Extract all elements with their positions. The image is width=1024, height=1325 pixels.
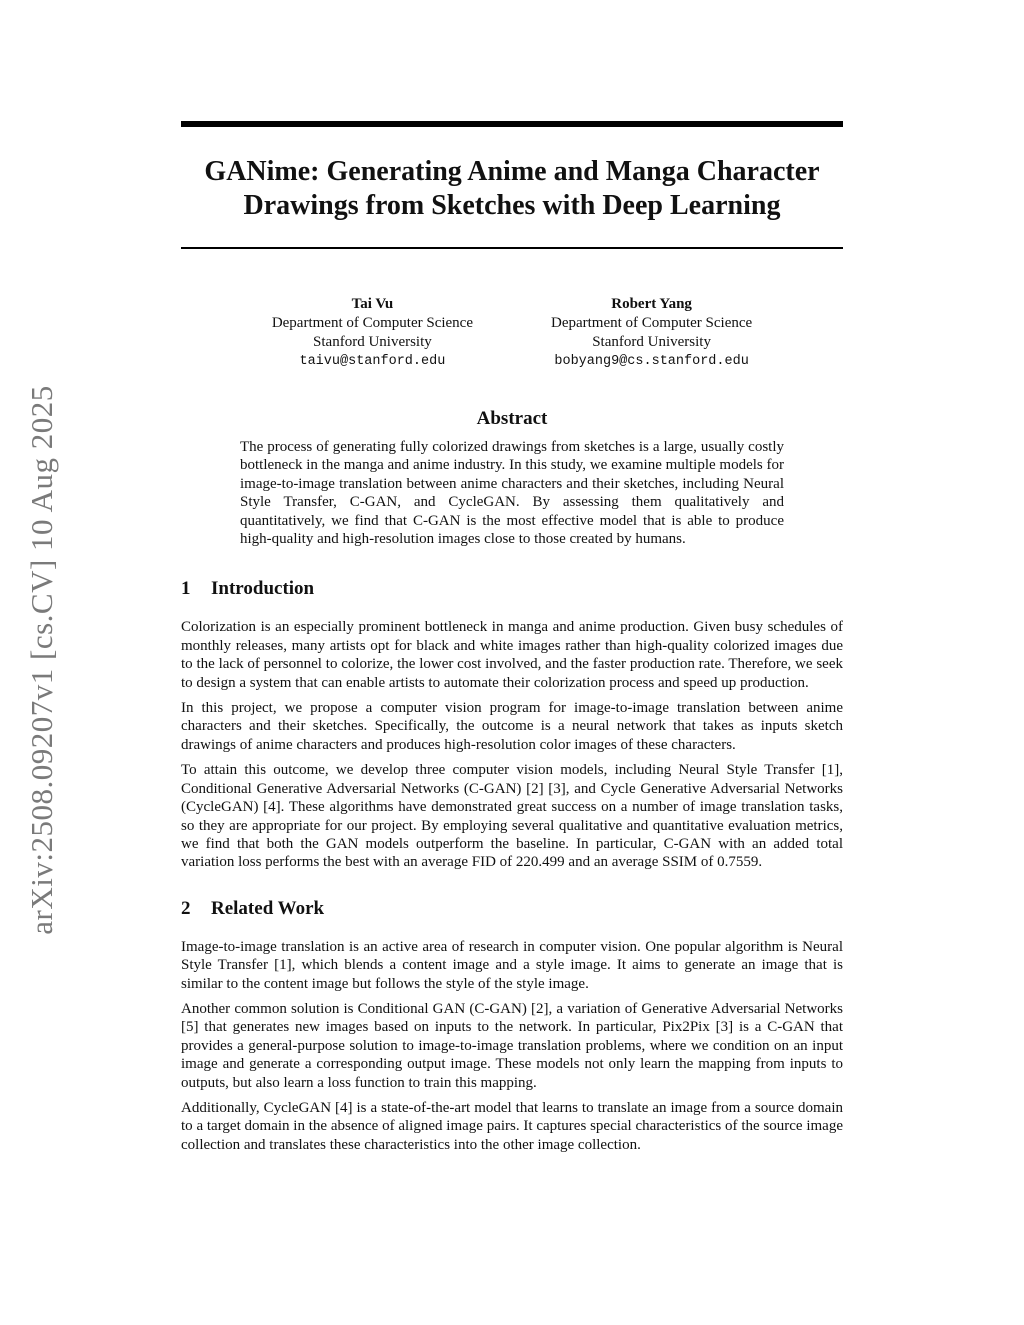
section-number: 2 [181, 897, 191, 919]
abstract-heading: Abstract [476, 408, 548, 429]
title-bottom-rule [181, 247, 843, 249]
section-title: Introduction [211, 578, 315, 600]
author-email: bobyang9@cs.stanford.edu [554, 354, 749, 369]
author-block [181, 295, 843, 371]
author-name: Robert Yang [611, 296, 692, 312]
author-name: Tai Vu [351, 296, 394, 312]
author-department: Department of Computer Science [551, 315, 753, 331]
section-title: Related Work [211, 897, 325, 919]
paragraph: In this project, we propose a computer vision program for image-to-image translation between anime characters and their sketches. Specifically, the outcome is a neural network that takes as inputs sketch drawings of anime characters and produces high-resolution color images of these characters. [181, 700, 843, 753]
abstract-text: The process of generating fully colorized drawings from sketches is a large, usually costly bottleneck in the manga and anime industry. In this study, we examine multiple models for image-to-image translation between anime characters and their sketches, including Neural Style Transfer, C-GAN, and CycleGAN. By assessing them qualitatively and quantitatively, we find that C-GAN is the most effective model that is able to produce high-quality and high-resolution images close to those created by humans. [240, 439, 784, 548]
paper-title [181, 155, 843, 223]
paper-title-line-1: GANime: Generating Anime and Manga Character [204, 156, 820, 187]
title-top-rule [181, 121, 843, 127]
paper-page [181, 121, 843, 1161]
paragraph: Another common solution is Conditional GAN (C-GAN) [2], a variation of Generative Adversarial Networks [5] that generates new images based on inputs to the network. In particular, Pix2Pix [3] is a C-GAN that provides a general-purpose solution to image-to-image translation problems, where we condition on an input image and generate a corresponding output image. These models not only learn the mapping from inputs to outputs, but also learn a loss function to train this mapping. [181, 1000, 843, 1091]
author-department: Department of Computer Science [271, 315, 473, 331]
author-1 [272, 295, 473, 371]
author-university: Stanford University [592, 334, 711, 350]
paragraph: Colorization is an especially prominent bottleneck in manga and anime production. Given busy schedules of monthly releases, many artists opt for black and white images rather than high-quality colorized images due to the lack of personnel to colorize, the lower cost involved, and the faster production rate. Therefore, we seek to design a system that can enable artists to automate their colorization process and speed up production. [181, 619, 843, 691]
section-heading-related-work [181, 898, 843, 920]
paragraph: Additionally, CycleGAN [4] is a state-of-the-art model that learns to translate an image from a source domain to a target domain in the absence of aligned image pairs. It captures special characteristics of the source image collection and translates these characteristics into the other image collection. [181, 1099, 843, 1153]
arxiv-identifier: arXiv:2508.09207v1 [cs.CV] 10 Aug 2025 [24, 385, 59, 935]
paper-title-line-2: Drawings from Sketches with Deep Learning [243, 190, 781, 221]
paragraph: To attain this outcome, we develop three computer vision models, including Neural Style Transfer [1], Conditional Generative Adversarial Networks (C-GAN) [2] [3], and Cycle Generative Adversarial Networks (CycleGAN) [4]. These algorithms have demonstrated great success on a number of image translation tasks, so they are appropriate for our project. By employing several qualitative and quantitative evaluation metrics, we find that both the GAN models outperform the baseline. In particular, C-GAN with an added total variation loss performs the best with an average FID of 220.499 and an average SSIM of 0.7559. [181, 762, 843, 871]
author-2 [551, 295, 752, 371]
section-heading-introduction [181, 578, 843, 600]
author-email: taivu@stanford.edu [299, 354, 446, 369]
author-university: Stanford University [313, 334, 432, 350]
paragraph: Image-to-image translation is an active area of research in computer vision. One popular algorithm is Neural Style Transfer [1], which blends a content image and a style image. It aims to generate an image that is similar to the content image but follows the style of the style image. [181, 938, 843, 992]
section-number: 1 [181, 578, 191, 600]
